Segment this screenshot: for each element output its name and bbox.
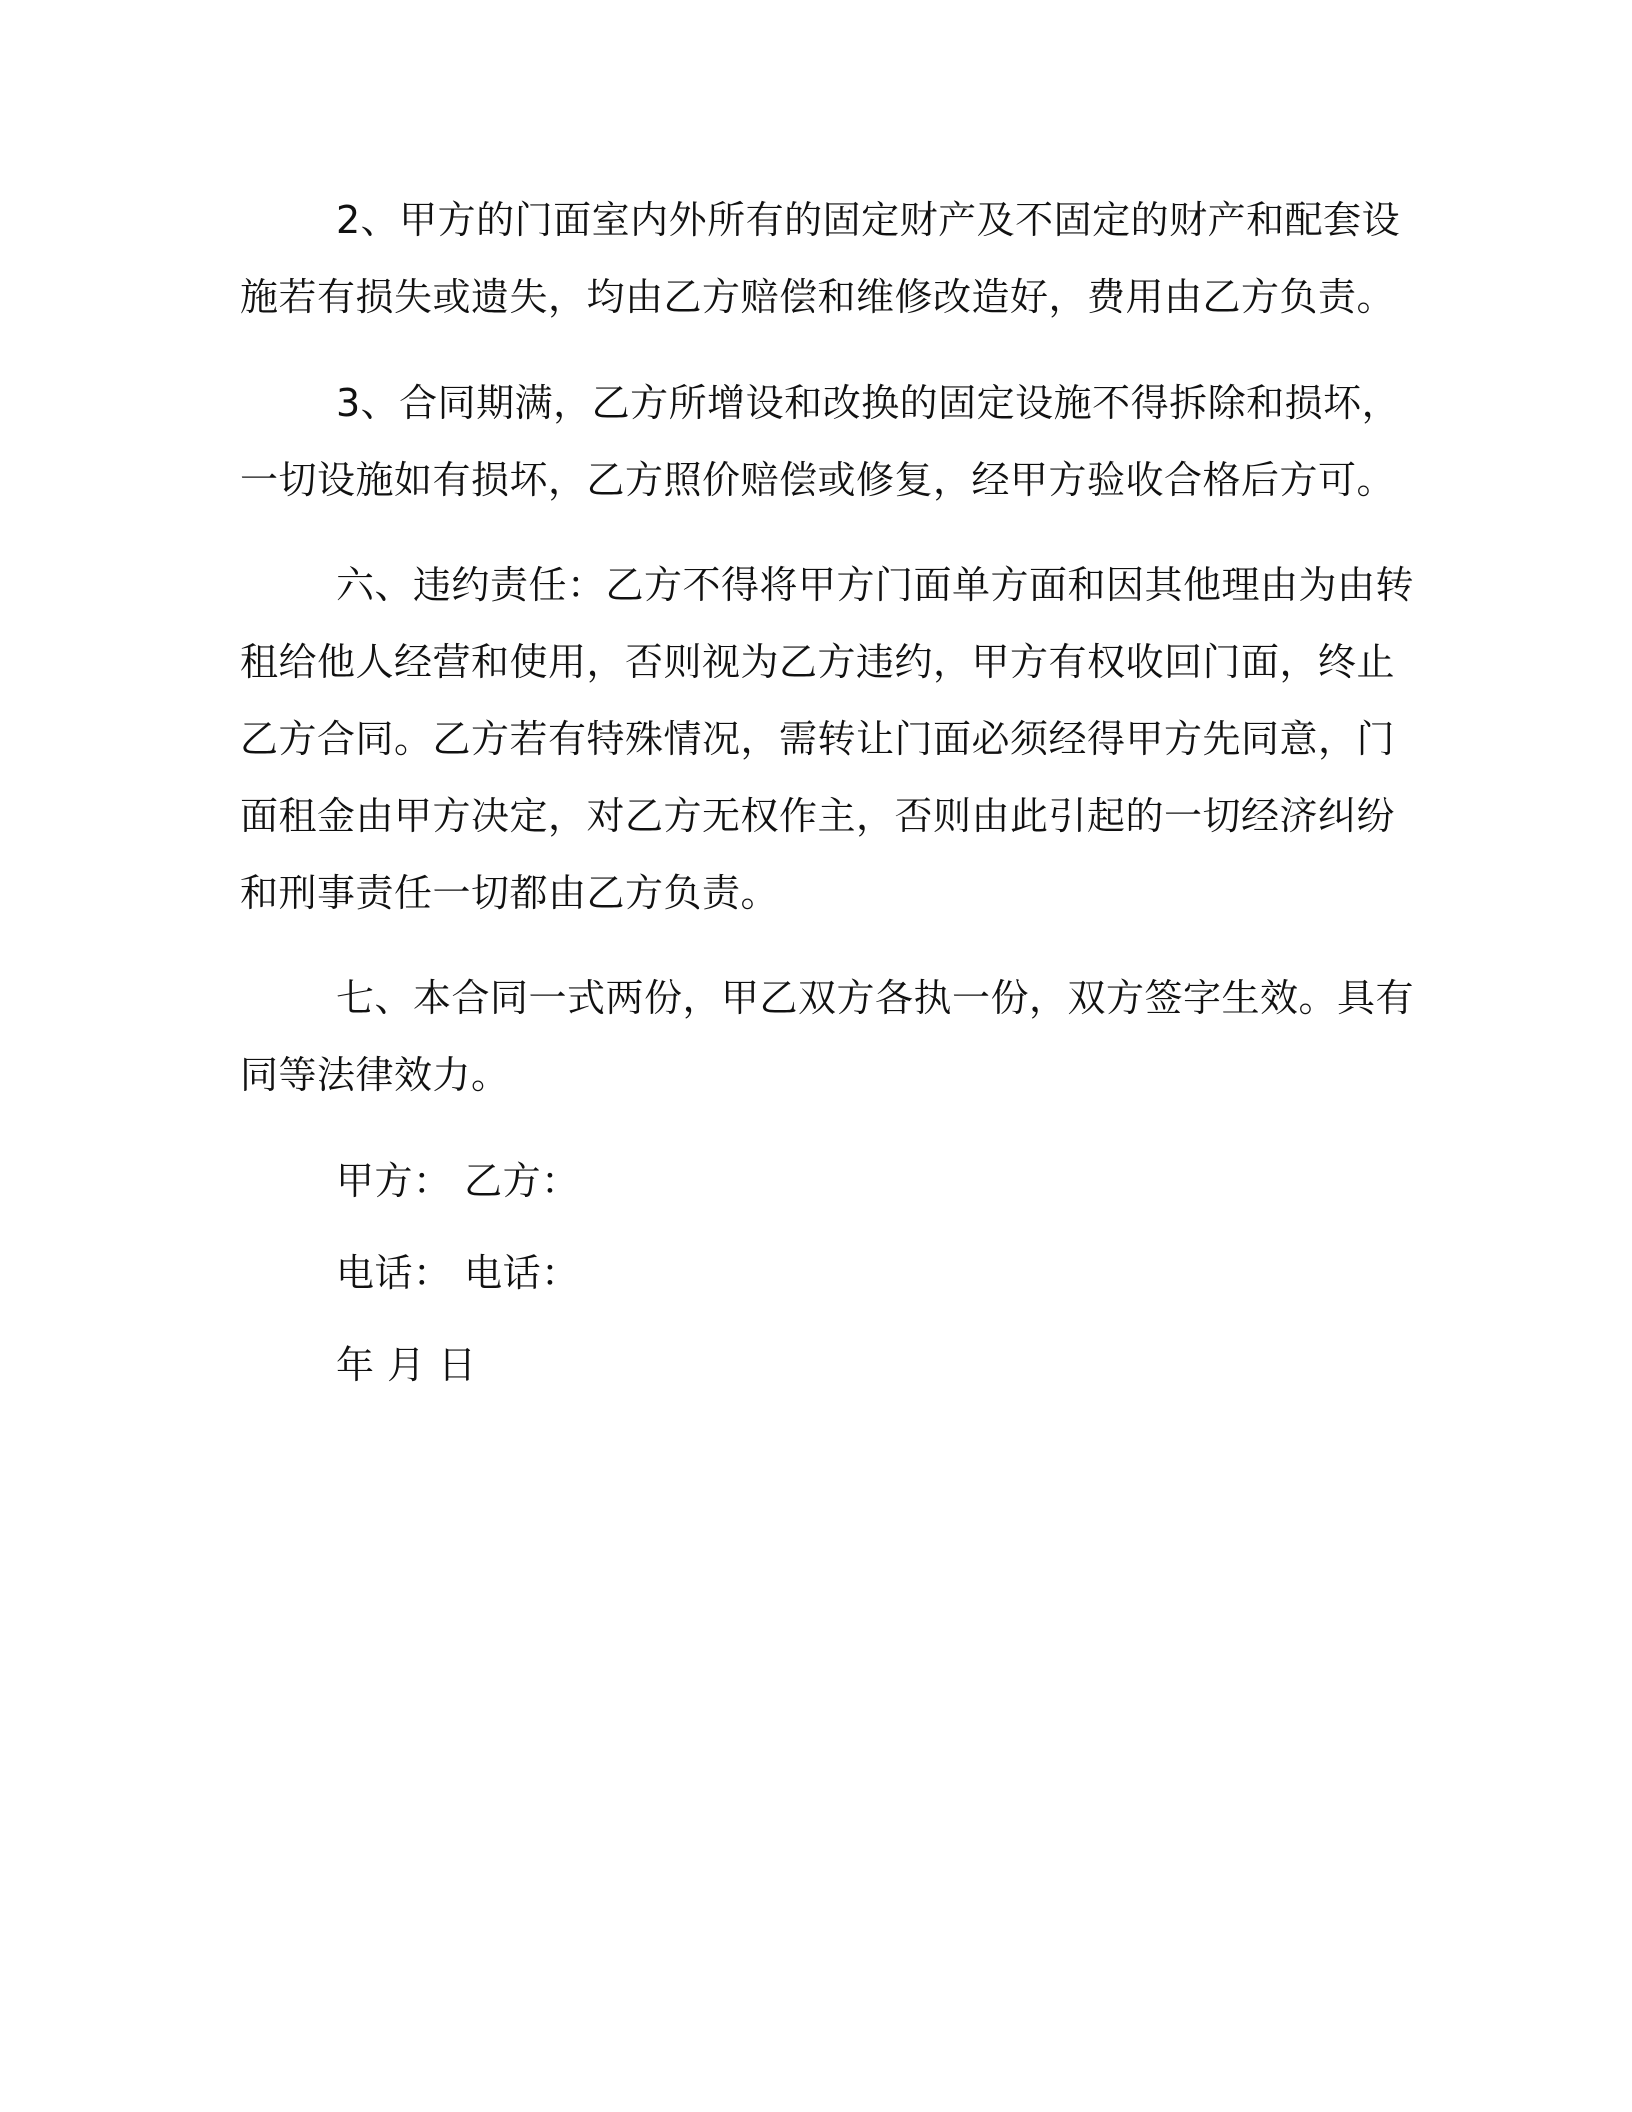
signature-phones xyxy=(240,1235,1380,1312)
paragraph-line: 乙方合同。乙方若有特殊情况，需转让门面必须经得甲方先同意，门 xyxy=(240,717,1396,761)
signature-date xyxy=(240,1327,1380,1404)
paragraph-line: 七、本合同一式两份，甲乙双方各执一份，双方签字生效。具有 xyxy=(336,976,1415,1020)
clause-2-damage-liability xyxy=(240,182,1401,336)
signature-parties xyxy=(240,1143,1380,1220)
paragraph-line: 3、合同期满，乙方所增设和改换的固定设施不得拆除和损坏， xyxy=(336,381,1401,425)
paragraph-line: 施若有损失或遗失，均由乙方赔偿和维修改造好，费用由乙方负责。 xyxy=(240,275,1396,319)
paragraph-line: 和刑事责任一切都由乙方负责。 xyxy=(240,871,780,915)
signature-parties-line: 甲方： 乙方： xyxy=(336,1159,580,1203)
paragraph-line: 一切设施如有损坏，乙方照价赔偿或修复，经甲方验收合格后方可。 xyxy=(240,458,1396,502)
paragraph-line: 面租金由甲方决定，对乙方无权作主，否则由此引起的一切经济纠纷 xyxy=(240,794,1396,838)
paragraph-line: 六、违约责任：乙方不得将甲方门面单方面和因其他理由为由转 xyxy=(336,563,1415,607)
clause-7-copies-effect xyxy=(240,960,1415,1114)
paragraph-line: 同等法律效力。 xyxy=(240,1053,510,1097)
clause-6-breach-liability xyxy=(240,547,1415,932)
paragraph-line: 2、甲方的门面室内外所有的固定财产及不固定的财产和配套设 xyxy=(336,198,1401,242)
paragraph-line: 租给他人经营和使用，否则视为乙方违约，甲方有权收回门面，终止 xyxy=(240,640,1396,684)
clause-3-contract-expiry xyxy=(240,365,1401,519)
signature-phones-line: 电话： 电话： xyxy=(336,1251,580,1295)
signature-date-line: 年 月 日 xyxy=(336,1343,477,1387)
